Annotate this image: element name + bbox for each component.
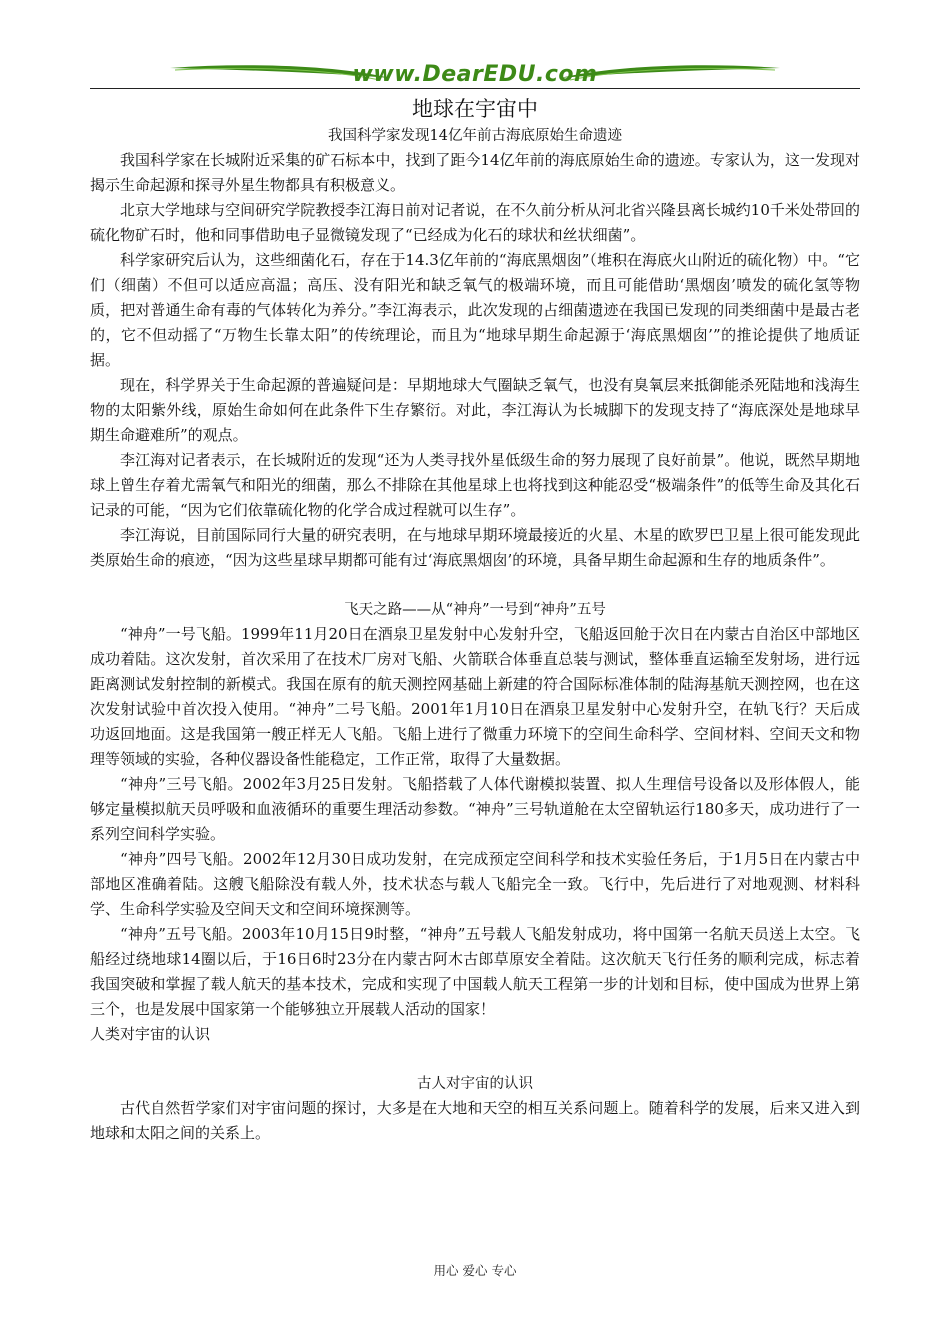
page-title: 地球在宇宙中 (412, 97, 538, 121)
article1-paragraph-6: 李江海说，目前国际同行大量的研究表明，在与地球早期环境最接近的火星、木星的欧罗巴卫星上很可能发现此类原始生命的痕迹，“因为这些星球早期都可能有过‘海底黑烟囱’的环境，具备早期生命起源和生存的地质条件”。 (90, 526, 860, 569)
article1-paragraph-3: 科学家研究后认为，这些细菌化石，存在于14.3亿年前的“海底黑烟囱”（堆积在海底火山附近的硫化物）中。“它们（细菌）不但可以适应高温；高压、没有阳光和缺乏氧气的极端环境，而且可能借助‘黑烟囱’喷发的硫化氢等物质，把对普通生命有毒的气体转化为养分。”李江海表示，此次发现的占细菌遗迹在我国已发现的同类细菌中是最古老的，它不但动摇了“万物生长靠太阳”的传统理论，而且为“地球早期生命起源于‘海底黑烟囱’”的推论提供了地质证据。 (90, 251, 860, 369)
section-spacer (90, 1047, 860, 1072)
article2-paragraph-2: “神舟”三号飞船。2002年3月25日发射。飞船搭载了人体代谢模拟装置、拟人生理信号设备以及形体假人，能够定量模拟航天员呼吸和血液循环的重要生理活动参数。“神舟”三号轨道舱在太空留轨运行180多天，成功进行了一系列空间科学实验。 (90, 775, 860, 843)
article1-paragraph-4: 现在，科学界关于生命起源的普遍疑问是：早期地球大气圈缺乏氧气，也没有臭氧层来抵御能杀死陆地和浅海生物的太阳紫外线，原始生命如何在此条件下生存繁衍。对此，李江海认为长城脚下的发现支持了“海底深处是地球早期生命避难所”的观点。 (90, 376, 860, 444)
header-divider (90, 88, 860, 89)
article2-paragraph-4: “神舟”五号飞船。2003年10月15日9时整，“神舟”五号载人飞船发射成功，将中国第一名航天员送上太空。飞船经过绕地球14圈以后，于16日6时23分在内蒙古阿木古郎草原安全着陆。这次航天飞行任务的顺利完成，标志着我国突破和掌握了载人航天的基本技术，完成和实现了中国载人航天工程第一步的计划和目标，使中国成为世界上第三个，也是发展中国家第一个能够独立开展载人活动的国家！ (90, 925, 860, 1018)
article2-paragraph-3: “神舟”四号飞船。2002年12月30日成功发射，在完成预定空间科学和技术实验任务后，于1月5日在内蒙古中部地区准确着陆。这艘飞船除没有载人外，技术状态与载人飞船完全一致。飞行中，先后进行了对地观测、材料科学、生命科学实验及空间天文和空间环境探测等。 (90, 850, 860, 918)
article2-title: 飞天之路——从“神舟”一号到“神舟”五号 (344, 602, 606, 618)
document-body (90, 94, 860, 1146)
article2-paragraph-1: “神舟”一号飞船。1999年11月20日在酒泉卫星发射中心发射升空，飞船返回舱于次日在内蒙古自治区中部地区成功着陆。这次发射，首次采用了在技术厂房对飞船、火箭联合体垂直总装与测试，整体垂直运输至发射场，进行远距离测试发射控制的新模式。我国在原有的航天测控网基础上新建的符合国际标准体制的陆海基航天测控网，也在这次发射试验中首次投入使用。“神舟”二号飞船。2001年1月10日在酒泉卫星发射中心发射升空，在轨飞行？天后成功返回地面。这是我国第一艘正样无人飞船。飞船上进行了微重力环境下的空间生命科学、空间材料、空间天文和物理等领域的实验，各种仪器设备性能稳定，工作正常，取得了大量数据。 (90, 625, 860, 768)
section3-paragraph-1: 古代自然哲学家们对宇宙问题的探讨，大多是在大地和天空的相互关系问题上。随着科学的发展，后来又进入到地球和太阳之间的关系上。 (90, 1099, 860, 1142)
article1-paragraph-2: 北京大学地球与空间研究学院教授李江海日前对记者说，在不久前分析从河北省兴隆县离长城约10千米处带回的硫化物矿石时，他和同事借助电子显微镜发现了“已经成为化石的球状和丝状细菌”。 (90, 201, 860, 244)
section3-heading: 人类对宇宙的认识 (90, 1025, 211, 1043)
section3-title: 古人对宇宙的认识 (417, 1076, 533, 1092)
section-spacer (90, 573, 860, 598)
page-footer: 用心 爱心 专心 (433, 1263, 517, 1278)
article1-paragraph-1: 我国科学家在长城附近采集的矿石标本中，找到了距今14亿年前的海底原始生命的遗迹。专家认为，这一发现对揭示生命起源和探寻外星生物都具有积极意义。 (90, 151, 860, 194)
site-logo-text: www.DearEDU.com (352, 62, 598, 87)
article1-subtitle: 我国科学家发现14亿年前古海底原始生命遗迹 (328, 128, 622, 144)
article1-paragraph-5: 李江海对记者表示，在长城附近的发现“还为人类寻找外星低级生命的努力展现了良好前景”。他说，既然早期地球上曾生存着尤需氧气和阳光的细菌，那么不排除在其他星球上也将找到这种能忍受“极端条件”的低等生命及其化石记录的可能，“因为它们依靠硫化物的化学合成过程就可以生存”。 (90, 451, 860, 519)
